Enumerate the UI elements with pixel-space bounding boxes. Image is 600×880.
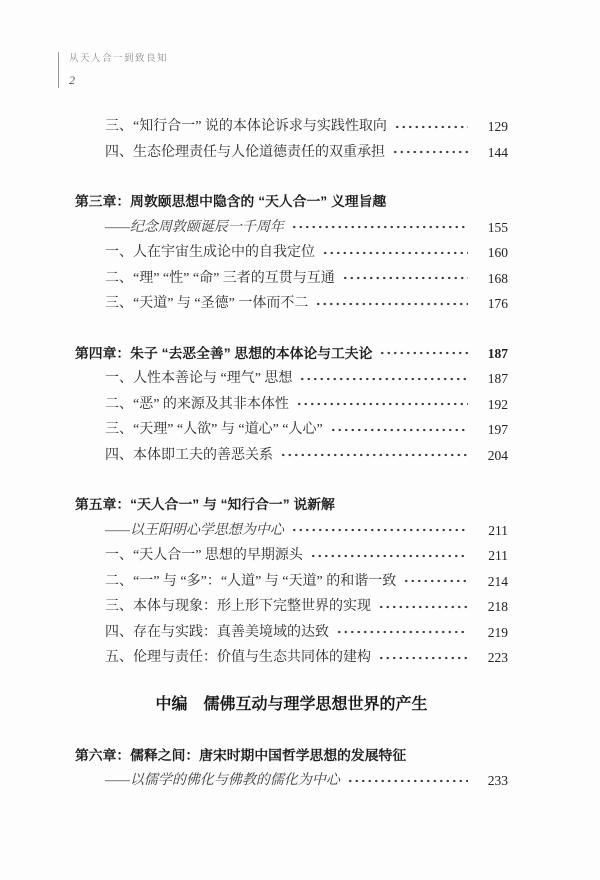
toc-page-number: 211 — [488, 522, 508, 538]
dot-leader — [299, 372, 468, 386]
toc-entry-text: ——以儒学的佛化与佛教的儒化为中心 — [105, 773, 340, 788]
toc-subtitle-row — [75, 768, 508, 794]
running-head-page-number: 2 — [69, 73, 75, 87]
toc-item-row — [75, 645, 508, 671]
toc-subtitle-row — [75, 518, 508, 544]
toc-item-row — [75, 392, 508, 418]
toc-item-row — [75, 443, 508, 469]
toc-page-number: 218 — [487, 599, 508, 614]
dot-leader — [336, 625, 468, 639]
toc-chapter-row — [75, 341, 508, 367]
toc-page-number: 204 — [487, 447, 508, 463]
toc-page-number: 211 — [488, 548, 508, 563]
toc-page-number: 223 — [487, 650, 508, 665]
toc-entry-text: 第四章：朱子 “去恶全善” 思想的本体论与工夫论 — [75, 345, 373, 361]
toc-item-row — [75, 594, 508, 620]
dot-leader — [330, 423, 468, 437]
toc-entry-text: 二、“理” “性” “命” 三者的互贯与互通 — [105, 270, 335, 286]
toc-entry-text: 第五章：“天人合一” 与 “知行合一” 说新解 — [75, 497, 335, 512]
toc-entry-text: 四、生态伦理责任与人伦道德责任的双重承担 — [105, 144, 385, 160]
toc-page-number: 129 — [487, 119, 508, 134]
toc-entry-text: 三、“天理” “人欲” 与 “道心” “人心” — [105, 422, 323, 437]
dot-leader — [394, 120, 468, 134]
running-head-book-title: 从天人合一到致良知 — [69, 53, 169, 64]
toc-item-row — [75, 291, 508, 317]
running-head — [58, 52, 168, 88]
toc-entry-text: 三、“知行合一” 说的本体论诉求与实践性取向 — [105, 119, 387, 134]
toc-entry-text: 第三章：周敦颐思想中隐含的 “天人合一” 义理旨趣 — [75, 194, 387, 209]
toc-page-number: 233 — [487, 773, 508, 788]
toc-entry-text: 二、“恶” 的来源及其非本体性 — [105, 396, 289, 412]
dot-leader — [347, 774, 468, 788]
toc-entry-text: 一、人在宇宙生成论中的自我定位 — [105, 245, 315, 260]
toc-subtitle-row — [75, 215, 508, 241]
running-head-rule — [58, 52, 59, 88]
toc-item-row — [75, 366, 508, 392]
part-header-row — [75, 691, 508, 719]
toc-item-row — [75, 240, 508, 266]
toc-page-number: 176 — [487, 296, 508, 311]
toc-page-number: 197 — [487, 422, 508, 437]
toc-chapter-row — [75, 743, 508, 769]
toc-item-row — [75, 114, 508, 140]
dot-leader — [403, 574, 468, 588]
dot-leader — [296, 397, 468, 411]
toc-entry-text: 一、人性本善论与 “理气” 思想 — [105, 371, 293, 386]
dot-leader — [315, 297, 468, 311]
toc-item-row — [75, 569, 508, 595]
toc-item-row — [75, 266, 508, 292]
toc-page-number: 155 — [487, 219, 508, 235]
toc-entry-text: 第六章：儒释之间：唐宋时期中国哲学思想的发展特征 — [75, 747, 407, 763]
toc-item-row — [75, 543, 508, 569]
toc-page-number: 187 — [487, 371, 508, 386]
dot-leader — [280, 448, 468, 462]
toc-item-row — [75, 620, 508, 646]
toc-entry-text: ——纪念周敦颐诞辰一千周年 — [105, 219, 284, 235]
dot-leader — [379, 346, 468, 360]
dot-leader — [322, 246, 468, 260]
toc-item-row — [75, 417, 508, 443]
toc-page-number: 168 — [487, 270, 508, 286]
toc-page-number: 144 — [487, 144, 508, 160]
toc-entry-text: 四、存在与实践：真善美境域的达致 — [105, 624, 329, 640]
toc-entry-text: 三、“天道” 与 “圣德” 一体而不二 — [105, 296, 309, 311]
toc-page-number: 187 — [487, 345, 508, 361]
toc-entry-text: 一、“天人合一” 思想的早期源头 — [105, 548, 303, 563]
dot-leader — [291, 220, 468, 234]
dot-leader — [378, 600, 468, 614]
toc-item-row — [75, 140, 508, 166]
dot-leader — [392, 145, 468, 159]
toc-entry-text: 五、伦理与责任：价值与生态共同体的建构 — [105, 650, 371, 665]
dot-leader — [342, 271, 468, 285]
dot-leader — [291, 523, 468, 537]
toc-entry-text: 三、本体与现象：形上形下完整世界的实现 — [105, 599, 371, 614]
toc-page-number: 214 — [487, 573, 508, 589]
toc-list — [75, 114, 508, 794]
dot-leader — [378, 651, 468, 665]
toc-page-number: 192 — [487, 396, 508, 412]
toc-chapter-row — [75, 492, 508, 518]
toc-entry-text: 二、“一” 与 “多”：“人道” 与 “天道” 的和谐一致 — [105, 573, 397, 589]
toc-entry-text: ——以王阳明心学思想为中心 — [105, 522, 284, 538]
dot-leader — [310, 549, 468, 563]
toc-chapter-row — [75, 189, 508, 215]
toc-entry-text: 四、本体即工夫的善恶关系 — [105, 447, 273, 463]
toc-page-number: 219 — [487, 624, 508, 640]
toc-page-number: 160 — [487, 245, 508, 260]
toc-entry-text: 中编 儒佛互动与理学思想世界的产生 — [155, 695, 428, 713]
